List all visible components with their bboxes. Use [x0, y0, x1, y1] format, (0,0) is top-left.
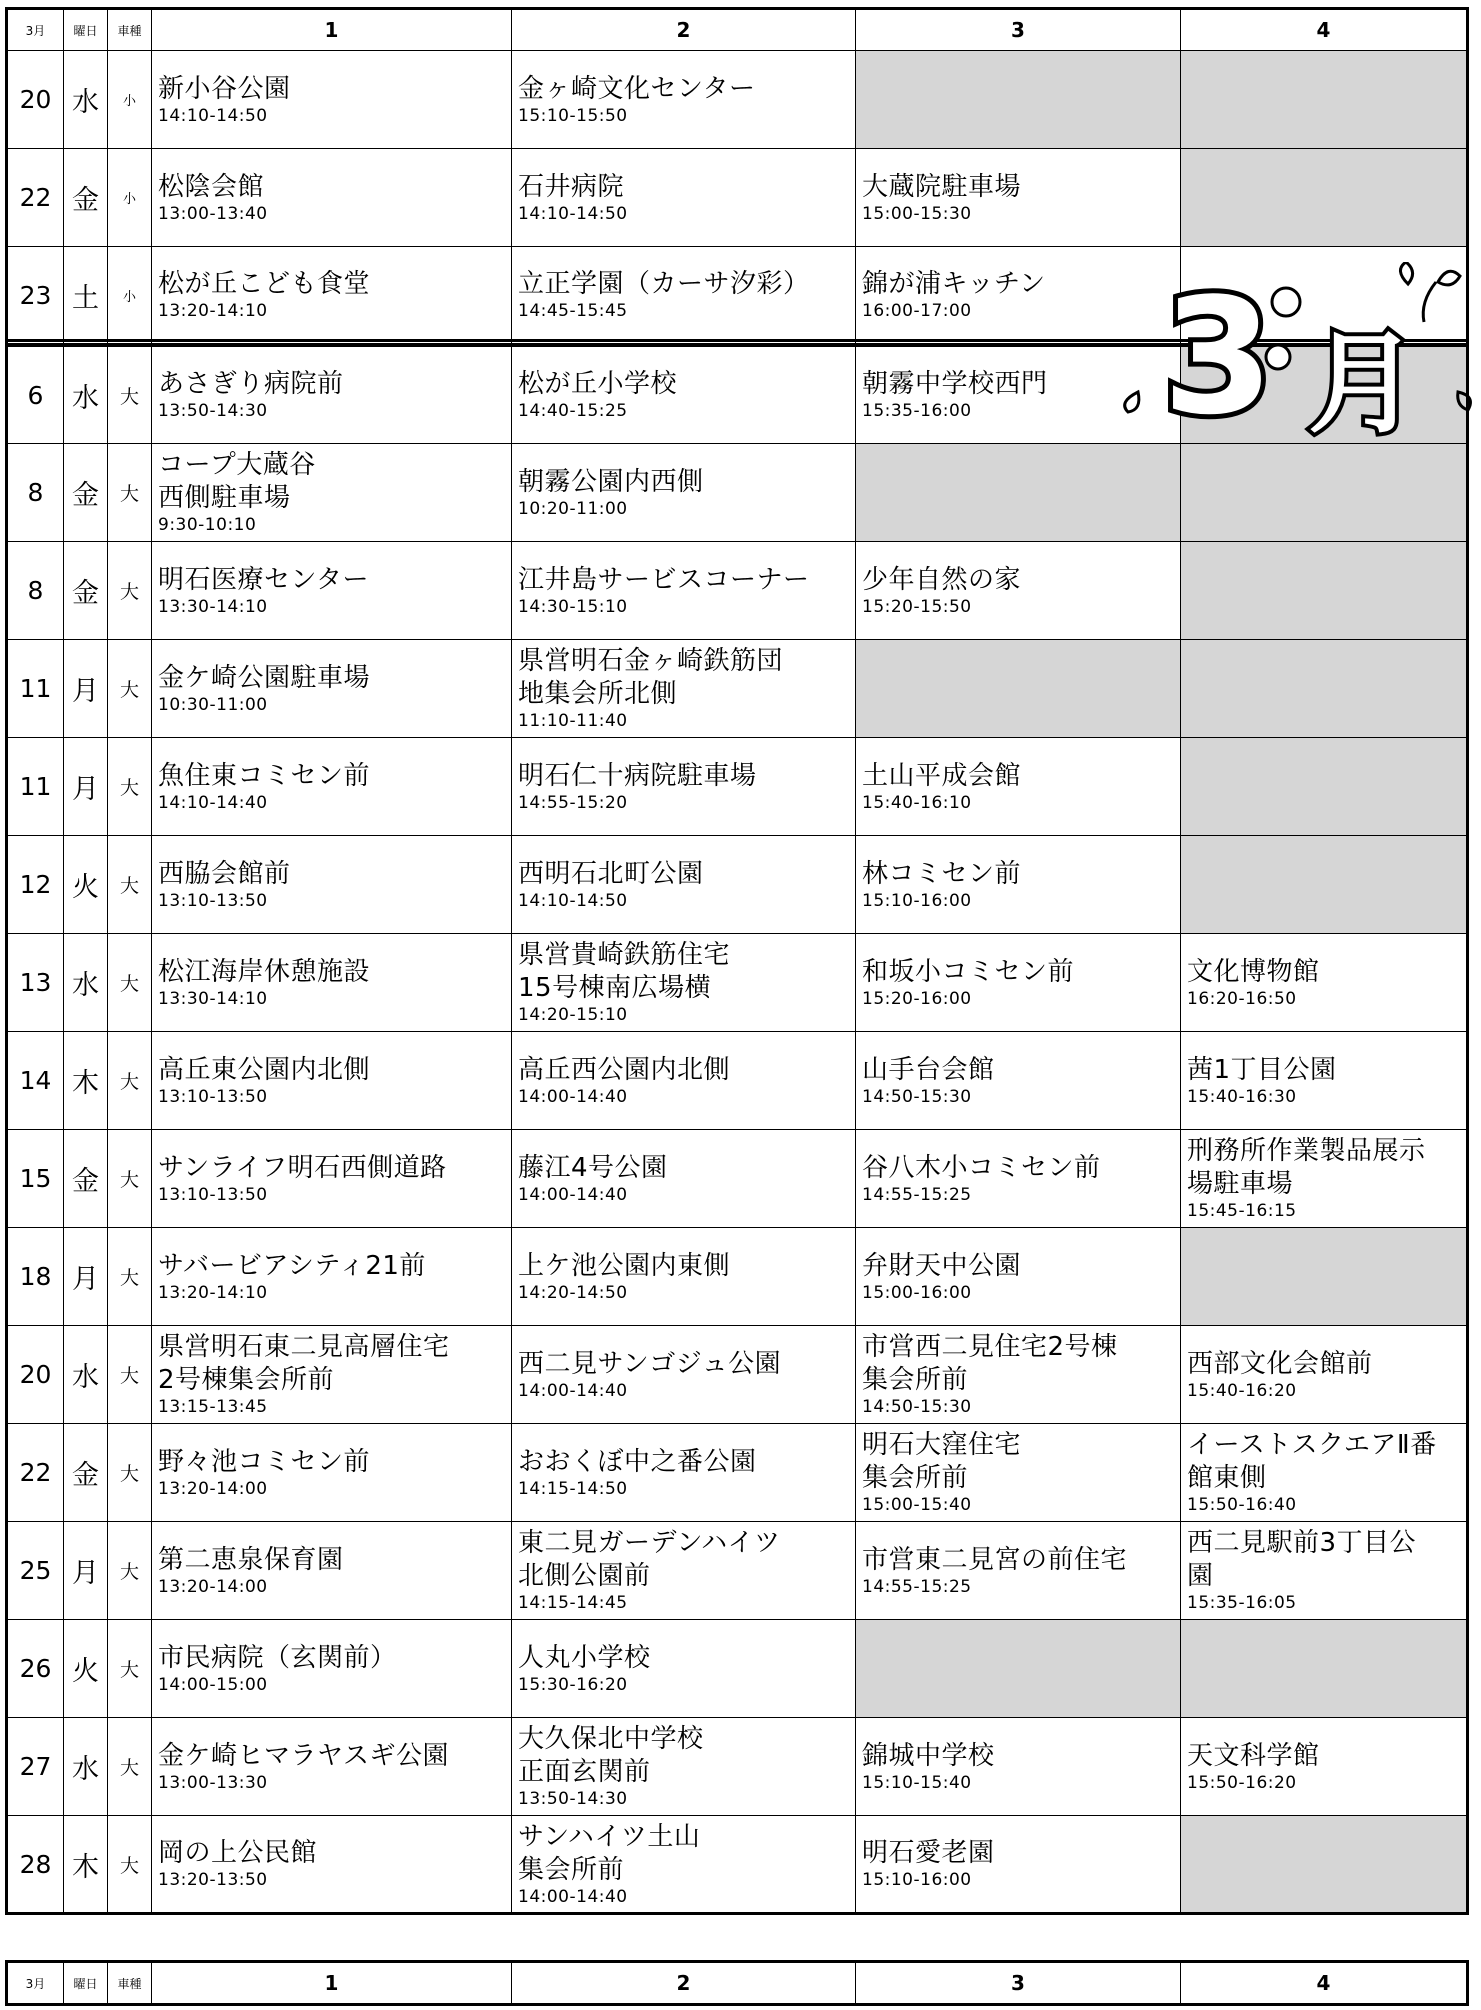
stop-location: 朝霧公園内西側 [518, 466, 704, 497]
stop-cell [1181, 1130, 1468, 1228]
stop-cell [856, 1228, 1181, 1326]
stop-time: 14:15-14:45 [518, 1593, 628, 1613]
stop-location: 弁財天中公園 [862, 1250, 1022, 1281]
stop-cell [1181, 1522, 1468, 1620]
schedule-footer-table [5, 1960, 1469, 2006]
stop-location: 金ケ崎ヒマラヤスギ公園 [158, 1740, 449, 1771]
stop-time: 13:20-14:10 [158, 1282, 268, 1303]
stop-cell [512, 1816, 856, 1914]
stop-location: 大蔵院駐車場 [862, 171, 1022, 202]
stop-cell [512, 1718, 856, 1816]
car-type-cell: 大 [108, 1718, 152, 1816]
empty-cell [1181, 738, 1468, 836]
stop-location: 東二見ガーデンハイツ 北側公園前 [518, 1528, 781, 1591]
footer-month: 3月 [7, 1962, 64, 2005]
stop-cell [152, 1620, 512, 1718]
stop-time: 15:40-16:20 [1187, 1380, 1297, 1401]
stop-time: 15:10-16:00 [862, 890, 972, 911]
stop-location: 人丸小学校 [518, 1642, 651, 1673]
stop-cell [152, 1522, 512, 1620]
stop-time: 15:20-15:50 [862, 596, 972, 617]
stop-location: 明石愛老園 [862, 1838, 995, 1868]
stop-cell [152, 346, 512, 444]
car-type-cell: 大 [108, 640, 152, 738]
car-type-cell: 大 [108, 1326, 152, 1424]
stop-location: サンライフ明石西側道路 [158, 1152, 447, 1183]
schedule-row [7, 1130, 1468, 1228]
empty-cell [856, 51, 1181, 149]
stop-cell [1181, 934, 1468, 1032]
stop-time: 13:20-14:00 [158, 1576, 268, 1597]
stop-cell [856, 1522, 1181, 1620]
schedule-row [7, 1816, 1468, 1914]
stop-cell [856, 1326, 1181, 1424]
weekday-cell: 月 [64, 1228, 108, 1326]
day-cell: 22 [7, 1424, 64, 1522]
stop-location: 松が丘こども食堂 [158, 269, 371, 299]
stop-time: 10:30-11:00 [158, 694, 268, 715]
stop-cell [512, 1424, 856, 1522]
schedule-row [7, 1718, 1468, 1816]
stop-time: 15:30-16:20 [518, 1674, 628, 1695]
empty-cell [856, 444, 1181, 542]
stop-cell [512, 640, 856, 738]
day-cell: 8 [7, 542, 64, 640]
day-cell: 13 [7, 934, 64, 1032]
footer-header-row [7, 1962, 1468, 2005]
stop-cell [152, 934, 512, 1032]
stop-cell [856, 836, 1181, 934]
stop-time: 14:55-15:25 [862, 1184, 972, 1205]
stop-location: サバービアシティ21前 [158, 1250, 426, 1281]
day-cell: 8 [7, 444, 64, 542]
weekday-cell: 金 [64, 444, 108, 542]
stop-time: 13:30-14:10 [158, 988, 268, 1009]
stop-cell [152, 738, 512, 836]
weekday-cell: 月 [64, 1522, 108, 1620]
car-type-cell: 大 [108, 1424, 152, 1522]
logo-numeral: 3 [1162, 263, 1274, 447]
stop-location: 西二見サンゴジュ公園 [518, 1348, 782, 1379]
stop-time: 14:55-15:20 [518, 792, 628, 813]
car-type-cell: 小 [108, 247, 152, 345]
stop-location: あさぎり病院前 [158, 369, 344, 399]
stop-time: 13:10-13:50 [158, 890, 268, 911]
stop-time: 15:35-16:00 [862, 401, 972, 421]
stop-cell [512, 836, 856, 934]
stop-time: 14:50-15:30 [862, 1086, 972, 1107]
header-col-2: 2 [512, 9, 856, 51]
weekday-cell: 月 [64, 738, 108, 836]
stop-location: 市営東二見宮の前住宅 [862, 1544, 1128, 1575]
stop-cell [856, 1424, 1181, 1522]
stop-cell [1181, 1326, 1468, 1424]
stop-cell [1181, 1032, 1468, 1130]
stop-time: 15:10-15:40 [862, 1772, 972, 1793]
stop-time: 13:10-13:50 [158, 1086, 268, 1107]
day-cell: 18 [7, 1228, 64, 1326]
logo-kanji: 月 [1308, 320, 1418, 447]
footer-weekday: 曜日 [64, 1962, 108, 2005]
stop-location: 茜1丁目公園 [1187, 1054, 1337, 1085]
stop-cell [152, 1326, 512, 1424]
stop-time: 14:00-14:40 [518, 1886, 628, 1907]
stop-cell [512, 1326, 856, 1424]
stop-time: 15:20-16:00 [862, 988, 972, 1009]
footer-col-4: 4 [1181, 1962, 1468, 2005]
stop-time: 15:10-16:00 [862, 1870, 972, 1890]
stop-location: 文化博物館 [1187, 956, 1320, 987]
stop-cell [512, 247, 856, 345]
header-month: 3月 [7, 9, 64, 51]
stop-cell [152, 1718, 512, 1816]
stop-time: 14:50-15:30 [862, 1397, 972, 1417]
stop-time: 15:35-16:05 [1187, 1593, 1297, 1613]
car-type-cell: 大 [108, 1522, 152, 1620]
stop-location: 市民病院（玄関前） [158, 1642, 397, 1673]
car-type-cell: 大 [108, 1130, 152, 1228]
stop-time: 14:10-14:50 [158, 105, 268, 126]
stop-cell [152, 247, 512, 345]
weekday-cell: 水 [64, 1326, 108, 1424]
car-type-cell: 大 [108, 1032, 152, 1130]
weekday-cell: 月 [64, 640, 108, 738]
day-cell: 14 [7, 1032, 64, 1130]
stop-location: 県営明石金ヶ崎鉄筋団 地集会所北側 [518, 646, 784, 709]
header-col-3: 3 [856, 9, 1181, 51]
stop-cell [512, 1032, 856, 1130]
stop-cell [512, 1228, 856, 1326]
stop-location: 谷八木小コミセン前 [862, 1152, 1101, 1183]
schedule-row [7, 1326, 1468, 1424]
stop-cell [512, 1130, 856, 1228]
empty-cell [856, 1620, 1181, 1718]
car-type-cell: 大 [108, 1620, 152, 1718]
stop-time: 16:20-16:50 [1187, 988, 1297, 1009]
stop-cell [856, 738, 1181, 836]
stop-time: 9:30-10:10 [158, 515, 257, 535]
stop-time: 14:10-14:40 [158, 792, 268, 813]
stop-cell [152, 542, 512, 640]
stop-time: 14:00-14:40 [518, 1184, 628, 1205]
stop-time: 15:50-16:20 [1187, 1772, 1297, 1793]
stop-time: 15:40-16:10 [862, 792, 972, 813]
stop-time: 14:10-14:50 [518, 203, 628, 224]
stop-cell [856, 1130, 1181, 1228]
stop-time: 14:00-15:00 [158, 1674, 268, 1695]
stop-location: 刑務所作業製品展示 場駐車場 [1187, 1136, 1426, 1199]
stop-location: 藤江4号公園 [518, 1152, 668, 1183]
stop-time: 11:10-11:40 [518, 711, 628, 731]
stop-cell [512, 51, 856, 149]
stop-location: 和坂小コミセン前 [862, 956, 1075, 987]
schedule-row [7, 51, 1468, 149]
weekday-cell: 水 [64, 51, 108, 149]
schedule-row [7, 934, 1468, 1032]
header-row [7, 9, 1468, 51]
car-type-cell: 大 [108, 346, 152, 444]
stop-time: 13:30-14:10 [158, 596, 268, 617]
stop-location: コープ大蔵谷 西側駐車場 [158, 450, 316, 513]
stop-time: 13:00-13:40 [158, 203, 268, 224]
stop-time: 13:20-13:50 [158, 1870, 268, 1890]
stop-location: 岡の上公民館 [158, 1838, 318, 1868]
car-type-cell: 大 [108, 1816, 152, 1914]
stop-time: 10:20-11:00 [518, 498, 628, 519]
empty-cell [1181, 149, 1468, 247]
stop-time: 15:45-16:15 [1187, 1201, 1297, 1221]
stop-location: 松が丘小学校 [518, 369, 678, 399]
header-col-1: 1 [152, 9, 512, 51]
stop-cell [512, 149, 856, 247]
stop-time: 14:20-14:50 [518, 1282, 628, 1303]
header-weekday: 曜日 [64, 9, 108, 51]
day-cell: 28 [7, 1816, 64, 1914]
stop-cell [152, 640, 512, 738]
stop-location: 県営貴崎鉄筋住宅 15号棟南広場横 [518, 940, 731, 1003]
stop-cell [512, 444, 856, 542]
weekday-cell: 火 [64, 836, 108, 934]
stop-time: 14:10-14:50 [518, 890, 628, 911]
header-col-4: 4 [1181, 9, 1468, 51]
stop-time: 15:00-16:00 [862, 1282, 972, 1303]
stop-location: 高丘西公園内北側 [518, 1054, 731, 1085]
stop-location: 西明石北町公園 [518, 858, 704, 889]
schedule-row [7, 836, 1468, 934]
stop-time: 15:40-16:30 [1187, 1086, 1297, 1107]
stop-cell [512, 1620, 856, 1718]
stop-time: 13:00-13:30 [158, 1772, 268, 1793]
stop-cell [856, 1032, 1181, 1130]
stop-cell [512, 934, 856, 1032]
day-cell: 11 [7, 738, 64, 836]
stop-cell [152, 149, 512, 247]
stop-location: 新小谷公園 [158, 73, 291, 104]
day-cell: 22 [7, 149, 64, 247]
stop-location: イーストスクエアⅡ番 館東側 [1187, 1430, 1437, 1493]
empty-cell [1181, 444, 1468, 542]
empty-cell [1181, 542, 1468, 640]
stop-cell [1181, 1424, 1468, 1522]
stop-time: 13:50-14:30 [158, 401, 268, 421]
stop-cell [856, 1718, 1181, 1816]
stop-time: 13:20-14:00 [158, 1478, 268, 1499]
stop-time: 15:50-16:40 [1187, 1495, 1297, 1515]
stop-location: 江井島サービスコーナー [518, 564, 810, 595]
weekday-cell: 金 [64, 1130, 108, 1228]
schedule-row [7, 1424, 1468, 1522]
stop-time: 14:20-15:10 [518, 1005, 628, 1025]
empty-cell [1181, 640, 1468, 738]
stop-location: 魚住東コミセン前 [158, 760, 371, 791]
stop-location: 土山平成会館 [862, 760, 1022, 791]
stop-cell [1181, 1718, 1468, 1816]
day-cell: 23 [7, 247, 64, 345]
stop-location: 明石大窪住宅 集会所前 [862, 1430, 1022, 1493]
month-logo [1118, 262, 1478, 447]
weekday-cell: 金 [64, 1424, 108, 1522]
schedule-row [7, 444, 1468, 542]
schedule-row [7, 149, 1468, 247]
stop-location: 明石仁十病院駐車場 [518, 760, 757, 791]
empty-cell [1181, 836, 1468, 934]
car-type-cell: 小 [108, 51, 152, 149]
stop-location: 金ケ崎公園駐車場 [158, 662, 371, 693]
footer-col-3: 3 [856, 1962, 1181, 2005]
empty-cell [1181, 1228, 1468, 1326]
schedule-row [7, 738, 1468, 836]
stop-location: 高丘東公園内北側 [158, 1054, 371, 1085]
stop-cell [152, 1816, 512, 1914]
day-cell: 11 [7, 640, 64, 738]
stop-cell [152, 1032, 512, 1130]
stop-time: 13:10-13:50 [158, 1184, 268, 1205]
empty-cell [856, 640, 1181, 738]
weekday-cell: 水 [64, 346, 108, 444]
header-car: 車種 [108, 9, 152, 51]
weekday-cell: 木 [64, 1032, 108, 1130]
stop-location: 錦が浦キッチン [862, 269, 1046, 299]
stop-location: 松陰会館 [158, 171, 265, 202]
car-type-cell: 大 [108, 444, 152, 542]
day-cell: 27 [7, 1718, 64, 1816]
stop-time: 14:55-15:25 [862, 1576, 972, 1597]
stop-time: 14:15-14:50 [518, 1478, 628, 1499]
car-type-cell: 大 [108, 1228, 152, 1326]
stop-time: 13:50-14:30 [518, 1789, 628, 1809]
stop-time: 15:00-15:40 [862, 1495, 972, 1515]
schedule-row [7, 1620, 1468, 1718]
empty-cell [1181, 1620, 1468, 1718]
weekday-cell: 金 [64, 542, 108, 640]
stop-location: 第二恵泉保育園 [158, 1544, 344, 1575]
car-type-cell: 大 [108, 542, 152, 640]
stop-cell [152, 836, 512, 934]
stop-location: 大久保北中学校 正面玄関前 [518, 1724, 704, 1787]
stop-cell [512, 542, 856, 640]
stop-location: 県営明石東二見高層住宅 2号棟集会所前 [158, 1332, 450, 1395]
stop-cell [152, 51, 512, 149]
stop-cell [152, 1424, 512, 1522]
stop-location: おおくぼ中之番公園 [518, 1446, 757, 1477]
stop-cell [152, 1228, 512, 1326]
schedule-table-large [5, 344, 1469, 1915]
stop-location: 少年自然の家 [862, 564, 1022, 595]
stop-time: 15:10-15:50 [518, 105, 628, 126]
footer-col-2: 2 [512, 1962, 856, 2005]
weekday-cell: 土 [64, 247, 108, 345]
schedule-row [7, 542, 1468, 640]
stop-location: 西二見駅前3丁目公 園 [1187, 1528, 1417, 1591]
stop-location: サンハイツ土山 集会所前 [518, 1821, 701, 1885]
day-cell: 26 [7, 1620, 64, 1718]
stop-location: 野々池コミセン前 [158, 1446, 371, 1477]
empty-cell [1181, 1816, 1468, 1914]
day-cell: 25 [7, 1522, 64, 1620]
day-cell: 6 [7, 346, 64, 444]
stop-time: 13:20-14:10 [158, 301, 268, 321]
stop-time: 14:40-15:25 [518, 401, 628, 421]
stop-time: 14:45-15:45 [518, 301, 628, 321]
stop-cell [152, 444, 512, 542]
stop-location: 錦城中学校 [862, 1740, 995, 1771]
weekday-cell: 水 [64, 1718, 108, 1816]
stop-cell [512, 738, 856, 836]
stop-cell [856, 934, 1181, 1032]
weekday-cell: 水 [64, 934, 108, 1032]
stop-location: 西脇会館前 [158, 858, 291, 889]
day-cell: 20 [7, 51, 64, 149]
schedule-row [7, 1522, 1468, 1620]
car-type-cell: 大 [108, 738, 152, 836]
day-cell: 15 [7, 1130, 64, 1228]
stop-location: 立正学園（カーサ汐彩） [518, 269, 810, 299]
stop-time: 15:00-15:30 [862, 203, 972, 224]
stop-location: 金ヶ崎文化センター [518, 73, 756, 104]
car-type-cell: 大 [108, 934, 152, 1032]
weekday-cell: 火 [64, 1620, 108, 1718]
stop-time: 14:00-14:40 [518, 1086, 628, 1107]
stop-time: 14:00-14:40 [518, 1380, 628, 1401]
stop-time: 16:00-17:00 [862, 301, 972, 321]
weekday-cell: 金 [64, 149, 108, 247]
day-cell: 12 [7, 836, 64, 934]
stop-location: 西部文化会館前 [1187, 1348, 1373, 1379]
stop-cell [152, 1130, 512, 1228]
stop-cell [512, 1522, 856, 1620]
stop-location: 市営西二見住宅2号棟 集会所前 [862, 1332, 1118, 1395]
stop-cell [856, 1816, 1181, 1914]
stop-cell [856, 542, 1181, 640]
schedule-row [7, 640, 1468, 738]
stop-location: 上ケ池公園内東側 [518, 1250, 731, 1281]
car-type-cell: 大 [108, 836, 152, 934]
stop-cell [856, 149, 1181, 247]
stop-location: 松江海岸休憩施設 [158, 956, 371, 987]
stop-location: 山手台会館 [862, 1054, 995, 1085]
footer-car: 車種 [108, 1962, 152, 2005]
stop-location: 明石医療センター [158, 564, 369, 595]
stop-location: 天文科学館 [1187, 1740, 1320, 1771]
stop-location: 石井病院 [518, 171, 625, 202]
day-cell: 20 [7, 1326, 64, 1424]
stop-location: 朝霧中学校西門 [862, 369, 1048, 399]
stop-cell [512, 346, 856, 444]
schedule-row [7, 1228, 1468, 1326]
car-type-cell: 小 [108, 149, 152, 247]
stop-time: 14:30-15:10 [518, 596, 628, 617]
stop-time: 13:15-13:45 [158, 1397, 268, 1417]
footer-col-1: 1 [152, 1962, 512, 2005]
weekday-cell: 木 [64, 1816, 108, 1914]
schedule-row [7, 1032, 1468, 1130]
empty-cell [1181, 51, 1468, 149]
stop-location: 林コミセン前 [862, 858, 1022, 889]
